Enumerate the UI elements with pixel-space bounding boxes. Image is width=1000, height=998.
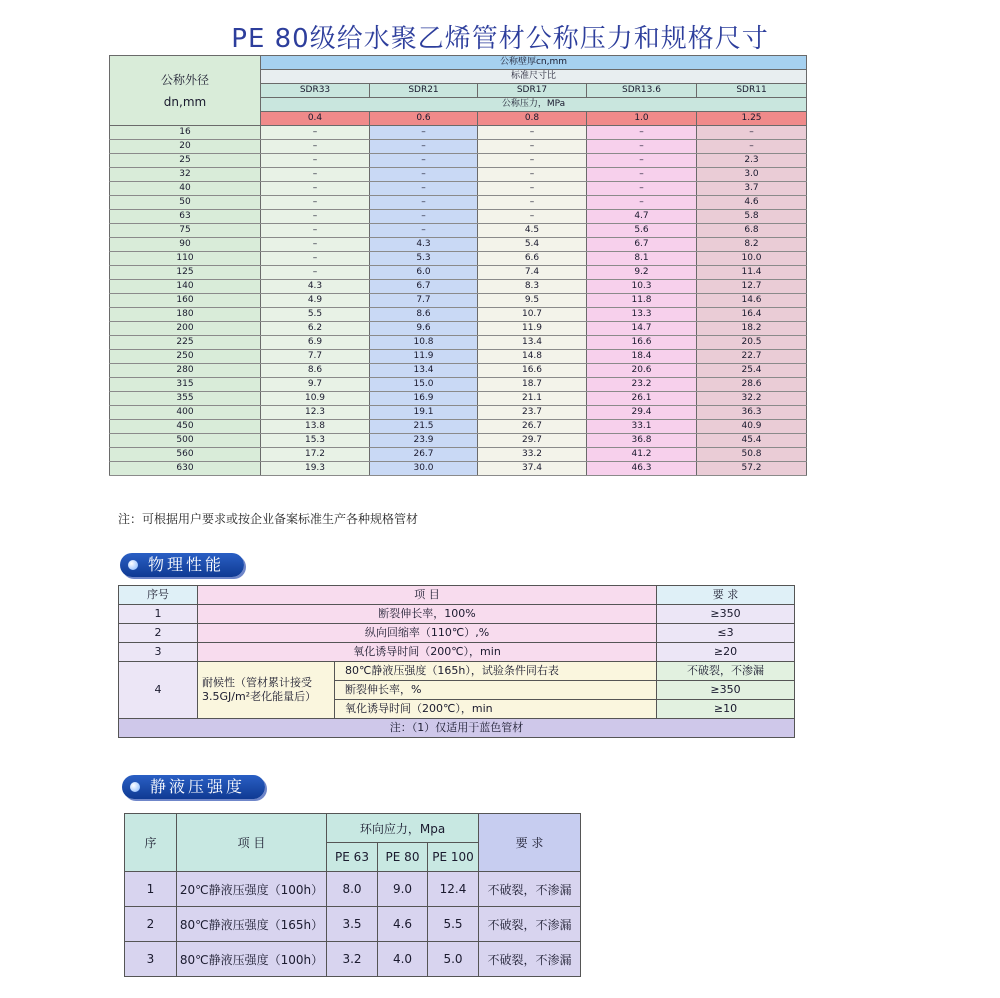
page-title: PE 80级给水聚乙烯管材公称压力和规格尺寸: [231, 24, 769, 54]
wall-thickness-cell: 7.4: [478, 266, 587, 280]
wall-thickness-cell: 3.7: [697, 182, 807, 196]
wall-thickness-cell: 11.9: [370, 350, 478, 364]
wall-thickness-cell: 8.3: [478, 280, 587, 294]
dimension-row: [110, 280, 807, 294]
wall-thickness-cell: 15.3: [261, 434, 370, 448]
wall-thickness-cell: –: [587, 168, 697, 182]
dimension-row: [110, 140, 807, 154]
wall-thickness-cell: –: [261, 182, 370, 196]
wall-thickness-cell: 4.3: [370, 238, 478, 252]
row-value: 12.4: [428, 872, 479, 907]
wall-thickness-cell: 3.0: [697, 168, 807, 182]
col-header-stress: 环向应力，Mpa: [327, 814, 479, 843]
row-value: 9.0: [378, 872, 428, 907]
wall-thickness-cell: –: [478, 168, 587, 182]
wall-thickness-cell: 4.6: [697, 196, 807, 210]
row-req: 不破裂，不渗漏: [479, 872, 581, 907]
wall-thickness-cell: –: [370, 196, 478, 210]
wall-thickness-cell: 21.5: [370, 420, 478, 434]
wall-thickness-cell: 16.9: [370, 392, 478, 406]
table-note: 注：可根据用户要求或按企业备案标准生产各种规格管材: [118, 512, 419, 526]
wall-thickness-cell: 14.8: [478, 350, 587, 364]
weathering-group-label: 耐候性（管材累计接受3.5GJ/m²老化能量后）: [198, 662, 335, 719]
wall-thickness-cell: 26.7: [478, 420, 587, 434]
outer-diameter-unit: dn,mm: [163, 94, 207, 109]
dimension-row: [110, 392, 807, 406]
col-header-req: 要 求: [479, 814, 581, 872]
row-no: 2: [125, 907, 177, 942]
dimension-row: [110, 364, 807, 378]
wall-thickness-cell: 41.2: [587, 448, 697, 462]
outer-diameter-cell: 16: [110, 126, 261, 140]
section-title-physical: 物理性能: [148, 555, 225, 574]
row-item: 纵向回缩率（110℃）,%: [198, 624, 657, 643]
row-item: 80℃静液压强度（165h）: [177, 907, 327, 942]
wall-thickness-cell: 25.4: [697, 364, 807, 378]
wall-thickness-cell: 33.1: [587, 420, 697, 434]
wall-thickness-cell: 6.7: [587, 238, 697, 252]
sdr-cell: SDR33: [261, 84, 370, 98]
outer-diameter-cell: 180: [110, 308, 261, 322]
col-header-req: 要 求: [657, 586, 795, 605]
outer-diameter-cell: 50: [110, 196, 261, 210]
wall-thickness-cell: 19.1: [370, 406, 478, 420]
wall-thickness-cell: –: [370, 126, 478, 140]
hydrostatic-strength-table: [124, 813, 581, 977]
wall-thickness-cell: –: [587, 140, 697, 154]
dimension-row: [110, 420, 807, 434]
physical-properties-table: [118, 585, 795, 738]
outer-diameter-cell: 75: [110, 224, 261, 238]
wall-thickness-cell: 6.9: [261, 336, 370, 350]
wall-thickness-cell: 16.6: [478, 364, 587, 378]
dimension-row: [110, 168, 807, 182]
wall-thickness-cell: –: [478, 154, 587, 168]
wall-thickness-cell: 8.6: [370, 308, 478, 322]
wall-thickness-cell: 23.7: [478, 406, 587, 420]
row-no: 1: [125, 872, 177, 907]
pressure-header: 公称压力，MPa: [261, 98, 807, 112]
section-badge-hydro: [122, 775, 265, 799]
material-header: PE 100: [428, 843, 479, 872]
dimension-row: [110, 126, 807, 140]
outer-diameter-cell: 90: [110, 238, 261, 252]
row-req: ≤3: [657, 624, 795, 643]
wall-thickness-cell: 29.7: [478, 434, 587, 448]
wall-thickness-cell: 8.1: [587, 252, 697, 266]
wall-thickness-cell: 10.0: [697, 252, 807, 266]
wall-thickness-cell: 5.5: [261, 308, 370, 322]
col-header-no: 序号: [119, 586, 198, 605]
dimension-row: [110, 238, 807, 252]
sdr-cell: SDR21: [370, 84, 478, 98]
wall-thickness-cell: 8.2: [697, 238, 807, 252]
section-badge-physical: [120, 553, 244, 577]
row-item: 80℃静液压强度（165h），试验条件同右表: [335, 662, 657, 681]
wall-thickness-cell: 2.3: [697, 154, 807, 168]
dimension-row: [110, 434, 807, 448]
wall-thickness-cell: 7.7: [370, 294, 478, 308]
wall-thickness-cell: 13.3: [587, 308, 697, 322]
row-value: 5.0: [428, 942, 479, 977]
wall-thickness-cell: 11.4: [697, 266, 807, 280]
wall-thickness-cell: 32.2: [697, 392, 807, 406]
outer-diameter-cell: 560: [110, 448, 261, 462]
sdr-header: 标准尺寸比: [261, 70, 807, 84]
wall-thickness-cell: 30.0: [370, 462, 478, 476]
wall-thickness-cell: 46.3: [587, 462, 697, 476]
material-header: PE 80: [378, 843, 428, 872]
outer-diameter-cell: 25: [110, 154, 261, 168]
row-value: 4.6: [378, 907, 428, 942]
dimension-row: [110, 350, 807, 364]
wall-thickness-cell: 28.6: [697, 378, 807, 392]
wall-thickness-cell: 5.3: [370, 252, 478, 266]
row-no: 3: [125, 942, 177, 977]
outer-diameter-cell: 32: [110, 168, 261, 182]
wall-thickness-cell: 17.2: [261, 448, 370, 462]
row-no: 3: [119, 643, 198, 662]
outer-diameter-cell: 40: [110, 182, 261, 196]
wall-thickness-cell: 9.6: [370, 322, 478, 336]
wall-thickness-cell: 22.7: [697, 350, 807, 364]
row-req: ≥350: [657, 681, 795, 700]
wall-thickness-cell: –: [370, 168, 478, 182]
wall-thickness-cell: 36.8: [587, 434, 697, 448]
pressure-cell: 0.8: [478, 112, 587, 126]
wall-thickness-cell: –: [697, 126, 807, 140]
pipe-dimension-table: [109, 55, 807, 476]
wall-thickness-cell: –: [587, 182, 697, 196]
wall-thickness-header: 公称壁厚cn,mm: [261, 56, 807, 70]
wall-thickness-cell: 57.2: [697, 462, 807, 476]
dimension-row: [110, 406, 807, 420]
dimension-row: [110, 182, 807, 196]
wall-thickness-cell: –: [261, 196, 370, 210]
row-value: 5.5: [428, 907, 479, 942]
row-req: 不破裂，不渗漏: [479, 942, 581, 977]
wall-thickness-cell: 9.7: [261, 378, 370, 392]
wall-thickness-cell: 9.2: [587, 266, 697, 280]
wall-thickness-cell: 13.4: [370, 364, 478, 378]
wall-thickness-cell: 18.7: [478, 378, 587, 392]
outer-diameter-cell: 140: [110, 280, 261, 294]
wall-thickness-cell: –: [261, 140, 370, 154]
row-no: 2: [119, 624, 198, 643]
wall-thickness-cell: 29.4: [587, 406, 697, 420]
row-item: 80℃静液压强度（100h）: [177, 942, 327, 977]
dimension-row: [110, 154, 807, 168]
outer-diameter-cell: 630: [110, 462, 261, 476]
wall-thickness-cell: –: [478, 140, 587, 154]
section-title-hydro: 静液压强度: [150, 777, 246, 796]
wall-thickness-cell: 14.6: [697, 294, 807, 308]
wall-thickness-cell: 23.2: [587, 378, 697, 392]
outer-diameter-cell: 225: [110, 336, 261, 350]
dimension-row: [110, 462, 807, 476]
wall-thickness-cell: 4.9: [261, 294, 370, 308]
wall-thickness-cell: 5.4: [478, 238, 587, 252]
row-value: 3.2: [327, 942, 378, 977]
wall-thickness-cell: 50.8: [697, 448, 807, 462]
wall-thickness-cell: –: [478, 196, 587, 210]
col-header-no: 序: [125, 814, 177, 872]
wall-thickness-cell: –: [478, 126, 587, 140]
dimension-row: [110, 294, 807, 308]
wall-thickness-cell: 18.2: [697, 322, 807, 336]
row-req: 不破裂，不渗漏: [657, 662, 795, 681]
wall-thickness-cell: –: [478, 210, 587, 224]
wall-thickness-cell: 10.7: [478, 308, 587, 322]
wall-thickness-cell: 4.5: [478, 224, 587, 238]
wall-thickness-cell: 18.4: [587, 350, 697, 364]
wall-thickness-cell: 40.9: [697, 420, 807, 434]
sdr-cell: SDR17: [478, 84, 587, 98]
wall-thickness-cell: –: [370, 154, 478, 168]
dimension-row: [110, 448, 807, 462]
outer-diameter-cell: 20: [110, 140, 261, 154]
dimension-row: [110, 378, 807, 392]
wall-thickness-cell: 33.2: [478, 448, 587, 462]
row-value: 8.0: [327, 872, 378, 907]
wall-thickness-cell: 11.8: [587, 294, 697, 308]
dimension-row: [110, 336, 807, 350]
dimension-row: [110, 252, 807, 266]
outer-diameter-cell: 200: [110, 322, 261, 336]
row-req: 不破裂，不渗漏: [479, 907, 581, 942]
wall-thickness-cell: 45.4: [697, 434, 807, 448]
dimension-row: [110, 322, 807, 336]
physical-note: 注：（1）仅适用于蓝色管材: [119, 719, 795, 738]
col-header-item: 项 目: [177, 814, 327, 872]
sdr-cell: SDR11: [697, 84, 807, 98]
wall-thickness-cell: 19.3: [261, 462, 370, 476]
wall-thickness-cell: 6.0: [370, 266, 478, 280]
wall-thickness-cell: 36.3: [697, 406, 807, 420]
wall-thickness-cell: 26.7: [370, 448, 478, 462]
wall-thickness-cell: 10.8: [370, 336, 478, 350]
wall-thickness-cell: –: [261, 238, 370, 252]
wall-thickness-cell: –: [478, 182, 587, 196]
wall-thickness-cell: 7.7: [261, 350, 370, 364]
row-item: 20℃静液压强度（100h）: [177, 872, 327, 907]
pressure-cell: 1.25: [697, 112, 807, 126]
wall-thickness-cell: 6.8: [697, 224, 807, 238]
sdr-cell: SDR13.6: [587, 84, 697, 98]
row-item: 断裂伸长率，100%: [198, 605, 657, 624]
wall-thickness-cell: 6.7: [370, 280, 478, 294]
row-no: 1: [119, 605, 198, 624]
dimension-row: [110, 308, 807, 322]
row-req: ≥20: [657, 643, 795, 662]
row-value: 3.5: [327, 907, 378, 942]
material-header: PE 63: [327, 843, 378, 872]
pressure-cell: 0.4: [261, 112, 370, 126]
wall-thickness-cell: 6.6: [478, 252, 587, 266]
dimension-row: [110, 210, 807, 224]
outer-diameter-header: [110, 56, 261, 126]
wall-thickness-cell: 37.4: [478, 462, 587, 476]
wall-thickness-cell: 9.5: [478, 294, 587, 308]
wall-thickness-cell: 16.4: [697, 308, 807, 322]
wall-thickness-cell: –: [587, 154, 697, 168]
wall-thickness-cell: –: [261, 210, 370, 224]
wall-thickness-cell: 13.8: [261, 420, 370, 434]
wall-thickness-cell: 14.7: [587, 322, 697, 336]
outer-diameter-cell: 125: [110, 266, 261, 280]
wall-thickness-cell: –: [587, 196, 697, 210]
outer-diameter-cell: 400: [110, 406, 261, 420]
dimension-row: [110, 266, 807, 280]
wall-thickness-cell: –: [697, 140, 807, 154]
wall-thickness-cell: 10.9: [261, 392, 370, 406]
wall-thickness-cell: 5.6: [587, 224, 697, 238]
wall-thickness-cell: 10.3: [587, 280, 697, 294]
wall-thickness-cell: –: [370, 140, 478, 154]
wall-thickness-cell: 20.6: [587, 364, 697, 378]
pressure-cell: 0.6: [370, 112, 478, 126]
wall-thickness-cell: –: [261, 266, 370, 280]
outer-diameter-cell: 110: [110, 252, 261, 266]
row-item: 氧化诱导时间（200℃），min: [198, 643, 657, 662]
wall-thickness-cell: 16.6: [587, 336, 697, 350]
outer-diameter-cell: 63: [110, 210, 261, 224]
bullet-icon: [130, 782, 140, 792]
wall-thickness-cell: –: [370, 210, 478, 224]
wall-thickness-cell: –: [261, 154, 370, 168]
wall-thickness-cell: –: [261, 252, 370, 266]
bullet-icon: [128, 560, 138, 570]
wall-thickness-cell: 13.4: [478, 336, 587, 350]
dimension-row: [110, 196, 807, 210]
wall-thickness-cell: 15.0: [370, 378, 478, 392]
wall-thickness-cell: 23.9: [370, 434, 478, 448]
outer-diameter-cell: 280: [110, 364, 261, 378]
wall-thickness-cell: 26.1: [587, 392, 697, 406]
outer-diameter-cell: 315: [110, 378, 261, 392]
wall-thickness-cell: –: [370, 224, 478, 238]
outer-diameter-cell: 450: [110, 420, 261, 434]
row-item: 断裂伸长率，%: [335, 681, 657, 700]
wall-thickness-cell: –: [261, 224, 370, 238]
row-no: 4: [119, 662, 198, 719]
wall-thickness-cell: –: [261, 126, 370, 140]
row-req: ≥10: [657, 700, 795, 719]
col-header-item: 项 目: [198, 586, 657, 605]
wall-thickness-cell: 21.1: [478, 392, 587, 406]
wall-thickness-cell: 20.5: [697, 336, 807, 350]
wall-thickness-cell: 5.8: [697, 210, 807, 224]
wall-thickness-cell: 12.7: [697, 280, 807, 294]
wall-thickness-cell: 4.3: [261, 280, 370, 294]
outer-diameter-cell: 500: [110, 434, 261, 448]
outer-diameter-cell: 250: [110, 350, 261, 364]
wall-thickness-cell: –: [370, 182, 478, 196]
dimension-rows: [110, 126, 807, 476]
wall-thickness-cell: –: [587, 126, 697, 140]
wall-thickness-cell: 11.9: [478, 322, 587, 336]
wall-thickness-cell: 4.7: [587, 210, 697, 224]
outer-diameter-label: 公称外径: [160, 72, 209, 87]
dimension-row: [110, 224, 807, 238]
outer-diameter-cell: 160: [110, 294, 261, 308]
pressure-cell: 1.0: [587, 112, 697, 126]
outer-diameter-cell: 355: [110, 392, 261, 406]
row-value: 4.0: [378, 942, 428, 977]
row-req: ≥350: [657, 605, 795, 624]
row-item: 氧化诱导时间（200℃），min: [335, 700, 657, 719]
wall-thickness-cell: 8.6: [261, 364, 370, 378]
wall-thickness-cell: 6.2: [261, 322, 370, 336]
wall-thickness-cell: 12.3: [261, 406, 370, 420]
wall-thickness-cell: –: [261, 168, 370, 182]
